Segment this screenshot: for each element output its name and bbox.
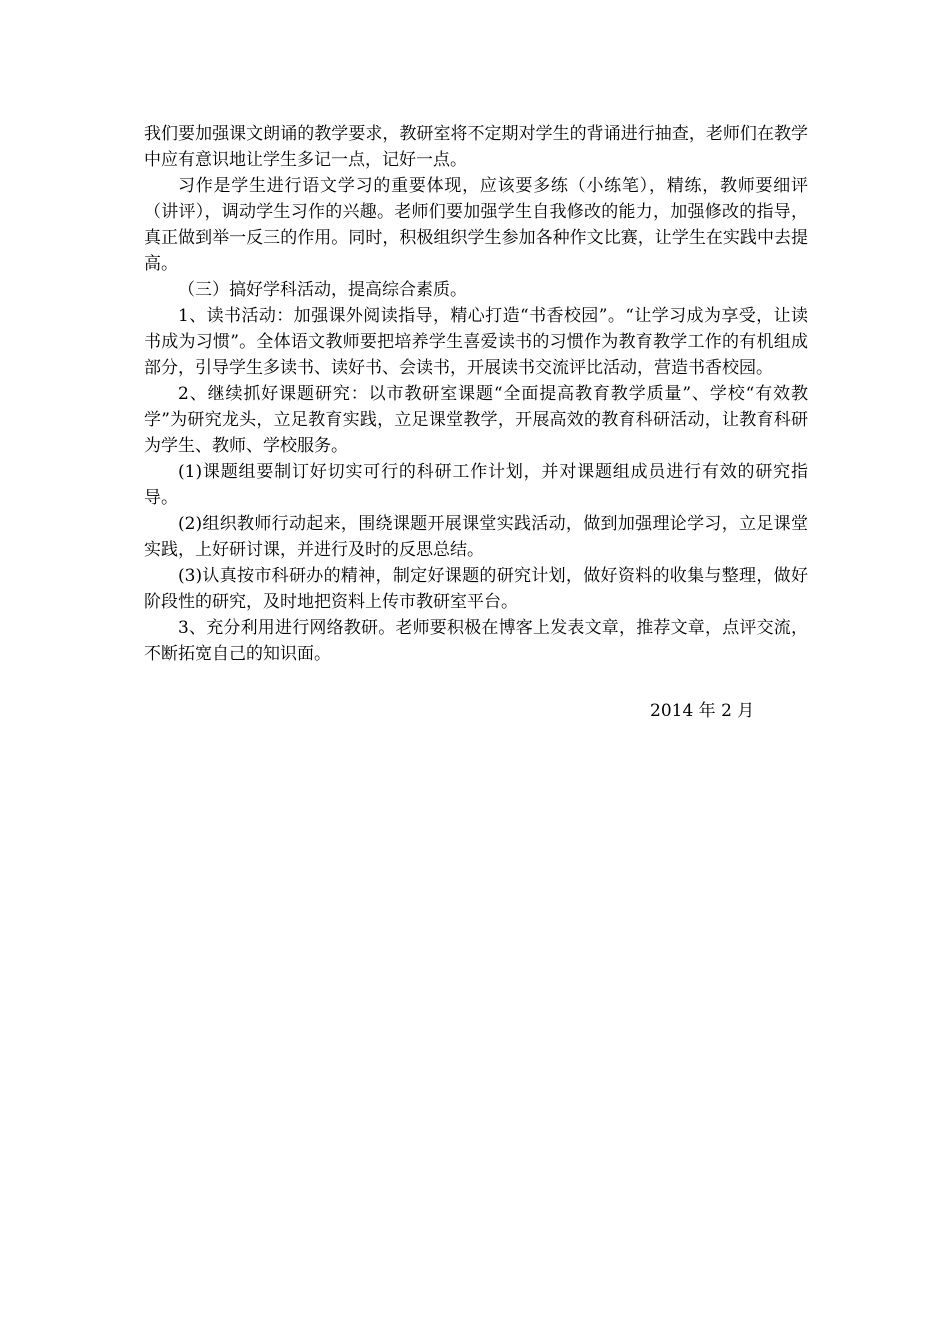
- paragraph-reading-activity: 1、读书活动：加强课外阅读指导，精心打造“书香校园”。“让学习成为享受，让读书成为习惯”。全体语文教师要把培养学生喜爱读书的习惯作为教育教学工作的有机组成部分，引导学生多读书、读好书、会读书，开展读书交流评比活动，营造书香校园。: [144, 306, 808, 378]
- paragraph-research-item-2: (2)组织教师行动起来，围绕课题开展课堂实践活动，做到加强理论学习，立足课堂实践，上好研讨课，并进行及时的反思总结。: [144, 514, 808, 560]
- paragraph-research-item-3: (3)认真按市科研办的精神，制定好课题的研究计划，做好资料的收集与整理，做好阶段性的研究，及时地把资料上传市教研室平台。: [144, 566, 808, 612]
- document-date: 2014 年 2 月: [650, 701, 755, 721]
- paragraph-research-item-1: (1)课题组要制订好切实可行的科研工作计划，并对课题组成员进行有效的研究指导。: [144, 462, 808, 508]
- section-heading-activities: （三）搞好学科活动，提高综合素质。: [178, 280, 467, 300]
- paragraph-research: 2、继续抓好课题研究：以市教研室课题“全面提高教育教学质量”、学校“有效教学”为研究龙头，立足教育实践，立足课堂教学，开展高效的教育科研活动，让教育科研为学生、教师、学校服务。: [144, 384, 808, 456]
- paragraph-online-research: 3、充分利用进行网络教研。老师要积极在博客上发表文章，推荐文章，点评交流，不断拓宽自己的知识面。: [144, 618, 808, 664]
- paragraph-writing: 习作是学生进行语文学习的重要体现，应该要多练（小练笔），精练，教师要细评（讲评），调动学生习作的兴趣。老师们要加强学生自我修改的能力，加强修改的指导，真正做到举一反三的作用。同时，积极组织学生参加各种作文比赛，让学生在实践中去提高。: [144, 176, 808, 274]
- paragraph-recitation: 我们要加强课文朗诵的教学要求，教研室将不定期对学生的背诵进行抽查，老师们在教学中应有意识地让学生多记一点，记好一点。: [144, 124, 808, 170]
- document-body: [144, 121, 808, 667]
